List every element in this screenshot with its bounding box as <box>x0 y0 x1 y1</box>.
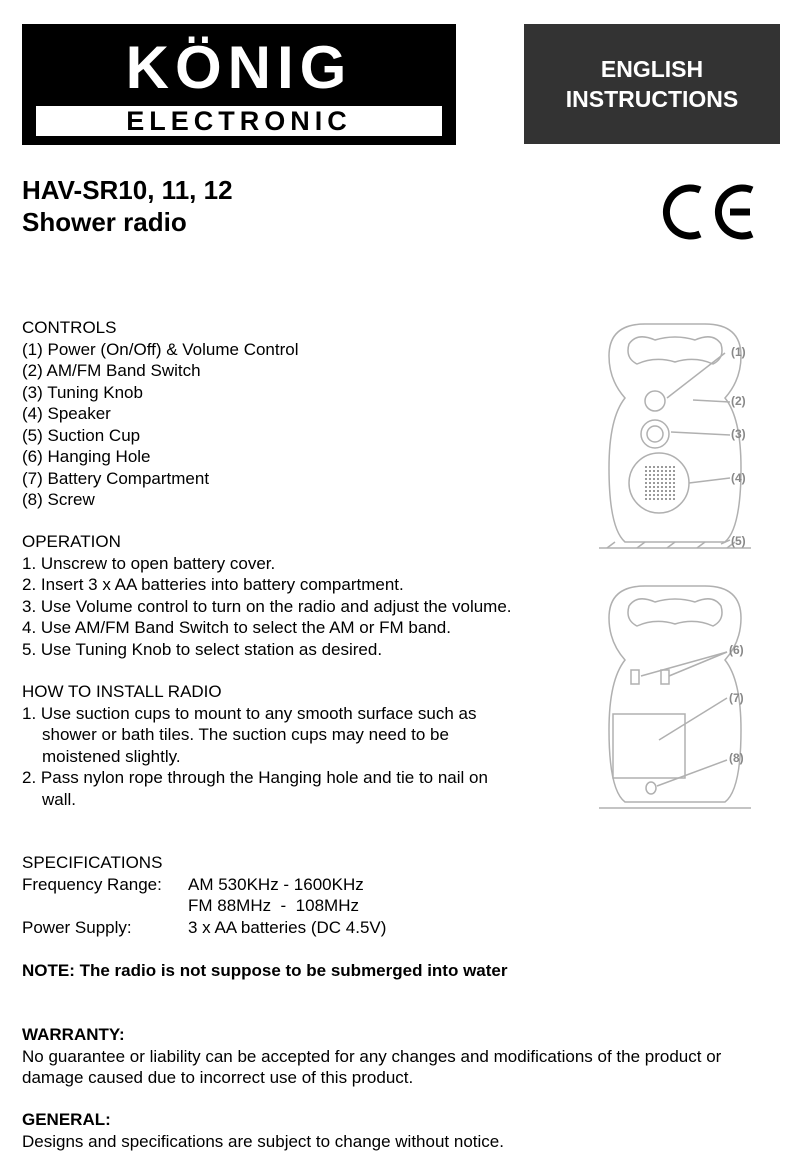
warranty-section <box>22 1024 721 1089</box>
diagram-label-7: (7) <box>729 691 744 705</box>
spec-row-power <box>22 917 386 939</box>
list-item-continuation: moistened slightly. <box>42 746 181 766</box>
list-item: (1) Power (On/Off) & Volume Control <box>22 339 299 359</box>
radio-front-diagram <box>585 318 785 558</box>
list-item: 2. Pass nylon rope through the Hanging hole and tie to nail on <box>22 768 488 787</box>
list-item: (4) Speaker <box>22 404 111 423</box>
speaker-dots <box>643 464 675 502</box>
list-item: 1. Use suction cups to mount to any smooth surface such as <box>22 703 477 723</box>
list-item: (3) Tuning Knob <box>22 382 143 402</box>
list-item: 2. Insert 3 x AA batteries into battery compartment. <box>22 575 404 594</box>
handle-opening <box>628 337 722 364</box>
hanging-hole-right <box>661 670 669 684</box>
tuning-knob <box>641 420 669 448</box>
list-item: 3. Use Volume control to turn on the radio and adjust the volume. <box>22 596 512 616</box>
spec-value: FM 88MHz - 108MHz <box>188 896 359 915</box>
list-item: (5) Suction Cup <box>22 425 141 445</box>
spec-row-frequency <box>22 874 386 896</box>
list-item: (6) Hanging Hole <box>22 447 151 466</box>
ce-mark <box>652 182 762 242</box>
ce-mark-icon <box>652 182 762 242</box>
general-section <box>22 1109 504 1152</box>
logo-sub-text: ELECTRONIC <box>126 106 352 136</box>
note-warning: NOTE: The radio is not suppose to be submerged into water <box>22 961 508 980</box>
list-item: (8) Screw <box>22 490 95 509</box>
hanging-hole-left <box>631 670 639 684</box>
list-item: (7) Battery Compartment <box>22 468 210 488</box>
general-text: Designs and specifications are subject to change without notice. <box>22 1131 504 1151</box>
konig-electronic-logo <box>22 24 456 145</box>
install-section <box>22 681 488 810</box>
language-box <box>524 24 780 144</box>
warranty-text: No guarantee or liability can be accepted for any changes and modifications of the product or <box>22 1046 722 1066</box>
install-heading: HOW TO INSTALL RADIO <box>22 682 222 701</box>
diagram-label-1: (1) <box>731 345 746 359</box>
controls-section <box>22 317 299 511</box>
product-title: Shower radio <box>22 207 187 237</box>
instructions-line: INSTRUCTIONS <box>565 86 739 112</box>
specifications-heading: SPECIFICATIONS <box>22 853 163 872</box>
language-line: ENGLISH <box>600 56 704 82</box>
list-item-continuation: shower or bath tiles. The suction cups may need to be <box>42 725 449 744</box>
diagram-label-4: (4) <box>731 471 746 485</box>
list-item: (2) AM/FM Band Switch <box>22 361 201 380</box>
diagram-label-5: (5) <box>731 534 746 548</box>
controls-heading: CONTROLS <box>22 318 117 337</box>
operation-section <box>22 531 512 660</box>
model-title: HAV-SR10, 11, 12 <box>22 175 233 205</box>
list-item: 5. Use Tuning Knob to select station as desired. <box>22 639 383 659</box>
battery-compartment <box>613 714 685 778</box>
spec-label: Frequency Range: <box>22 874 162 894</box>
operation-heading: OPERATION <box>22 532 121 551</box>
diagram-label-6: (6) <box>729 643 744 657</box>
specifications-section <box>22 852 386 938</box>
list-item: 4. Use AM/FM Band Switch to select the AM or FM band. <box>22 618 451 637</box>
spec-value: 3 x AA batteries (DC 4.5V) <box>188 917 387 937</box>
warranty-text: damage caused due to incorrect use of this product. <box>22 1068 414 1087</box>
diagram-label-3: (3) <box>731 427 746 441</box>
power-knob <box>645 391 665 411</box>
spec-label: Power Supply: <box>22 917 132 937</box>
list-item: 1. Unscrew to open battery cover. <box>22 553 276 573</box>
radio-back-diagram <box>585 580 785 816</box>
diagram-label-2: (2) <box>731 394 746 408</box>
spec-value: AM 530KHz - 1600KHz <box>188 874 364 894</box>
spec-row-frequency-fm <box>22 895 386 917</box>
general-heading: GENERAL: <box>22 1110 111 1129</box>
diagram-label-8: (8) <box>729 751 744 765</box>
logo-graphic <box>22 24 456 145</box>
list-item-continuation: wall. <box>42 789 77 809</box>
warranty-heading: WARRANTY: <box>22 1025 125 1044</box>
logo-brand-text: KÖNIG <box>125 34 353 101</box>
screw <box>646 782 656 794</box>
